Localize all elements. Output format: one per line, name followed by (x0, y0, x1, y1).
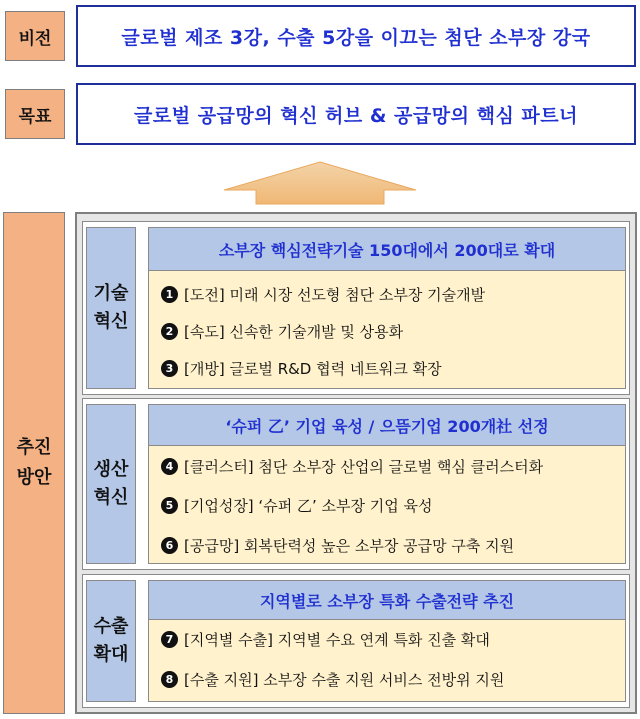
number-4-icon: 4 (161, 458, 178, 475)
list-item (161, 284, 485, 305)
content-export-expansion (148, 580, 626, 702)
category-line1: 수출 (93, 616, 129, 637)
content-title: ‘슈퍼 乙’ 기업 육성 / 으뜸기업 200개社 선정 (149, 405, 625, 446)
content-title: 지역별로 소부장 특화 수출전략 추진 (149, 581, 625, 620)
list-item (161, 321, 403, 342)
number-6-icon: 6 (161, 537, 178, 554)
category-production-innovation (86, 404, 136, 564)
item-text: [공급망] 회복탄력성 높은 소부장 공급망 구축 지원 (184, 537, 515, 555)
item-text: [수출 지원] 소부장 수출 지원 서비스 전방위 지원 (184, 671, 505, 689)
upward-arrow-icon (220, 160, 420, 206)
number-2-icon: 2 (161, 323, 178, 340)
number-3-icon: 3 (161, 360, 178, 377)
number-7-icon: 7 (161, 631, 178, 648)
list-item (161, 629, 490, 650)
category-tech-innovation (86, 227, 136, 389)
number-5-icon: 5 (161, 497, 178, 514)
vision-label: 비전 (5, 11, 65, 61)
list-item (161, 358, 442, 379)
strategy-label-line1: 추진 (16, 437, 52, 458)
content-production-innovation (148, 404, 626, 564)
list-item (161, 669, 504, 690)
category-export-expansion (86, 580, 136, 702)
item-text: [속도] 신속한 기술개발 및 상용화 (184, 323, 404, 341)
content-title: 소부장 핵심전략기술 150대에서 200대로 확대 (149, 228, 625, 271)
strategy-label (3, 212, 65, 714)
strategy-label-line2: 방안 (16, 467, 52, 488)
category-line2: 혁신 (93, 487, 129, 508)
item-text: [도전] 미래 시장 선도형 첨단 소부장 기술개발 (184, 286, 486, 304)
item-text: [개방] 글로벌 R&D 협력 네트워크 확장 (184, 360, 442, 378)
content-tech-innovation (148, 227, 626, 389)
category-line1: 기술 (93, 283, 129, 304)
category-line2: 혁신 (93, 311, 129, 332)
goal-label: 목표 (5, 89, 65, 139)
category-line1: 생산 (93, 459, 129, 480)
list-item (161, 535, 514, 556)
list-item (161, 456, 543, 477)
item-text: [지역별 수출] 지역별 수요 연계 특화 진출 확대 (184, 631, 490, 649)
item-text: [클러스터] 첨단 소부장 산업의 글로벌 핵심 클러스터화 (184, 458, 544, 476)
vision-text: 글로벌 제조 3강, 수출 5강을 이끄는 첨단 소부장 강국 (76, 5, 636, 67)
list-item (161, 495, 432, 516)
goal-text: 글로벌 공급망의 혁신 허브 & 공급망의 핵심 파트너 (76, 83, 636, 145)
category-line2: 확대 (93, 644, 129, 665)
number-1-icon: 1 (161, 286, 178, 303)
item-text: [기업성장] ‘슈퍼 乙’ 소부장 기업 육성 (184, 497, 433, 515)
number-8-icon: 8 (161, 671, 178, 688)
